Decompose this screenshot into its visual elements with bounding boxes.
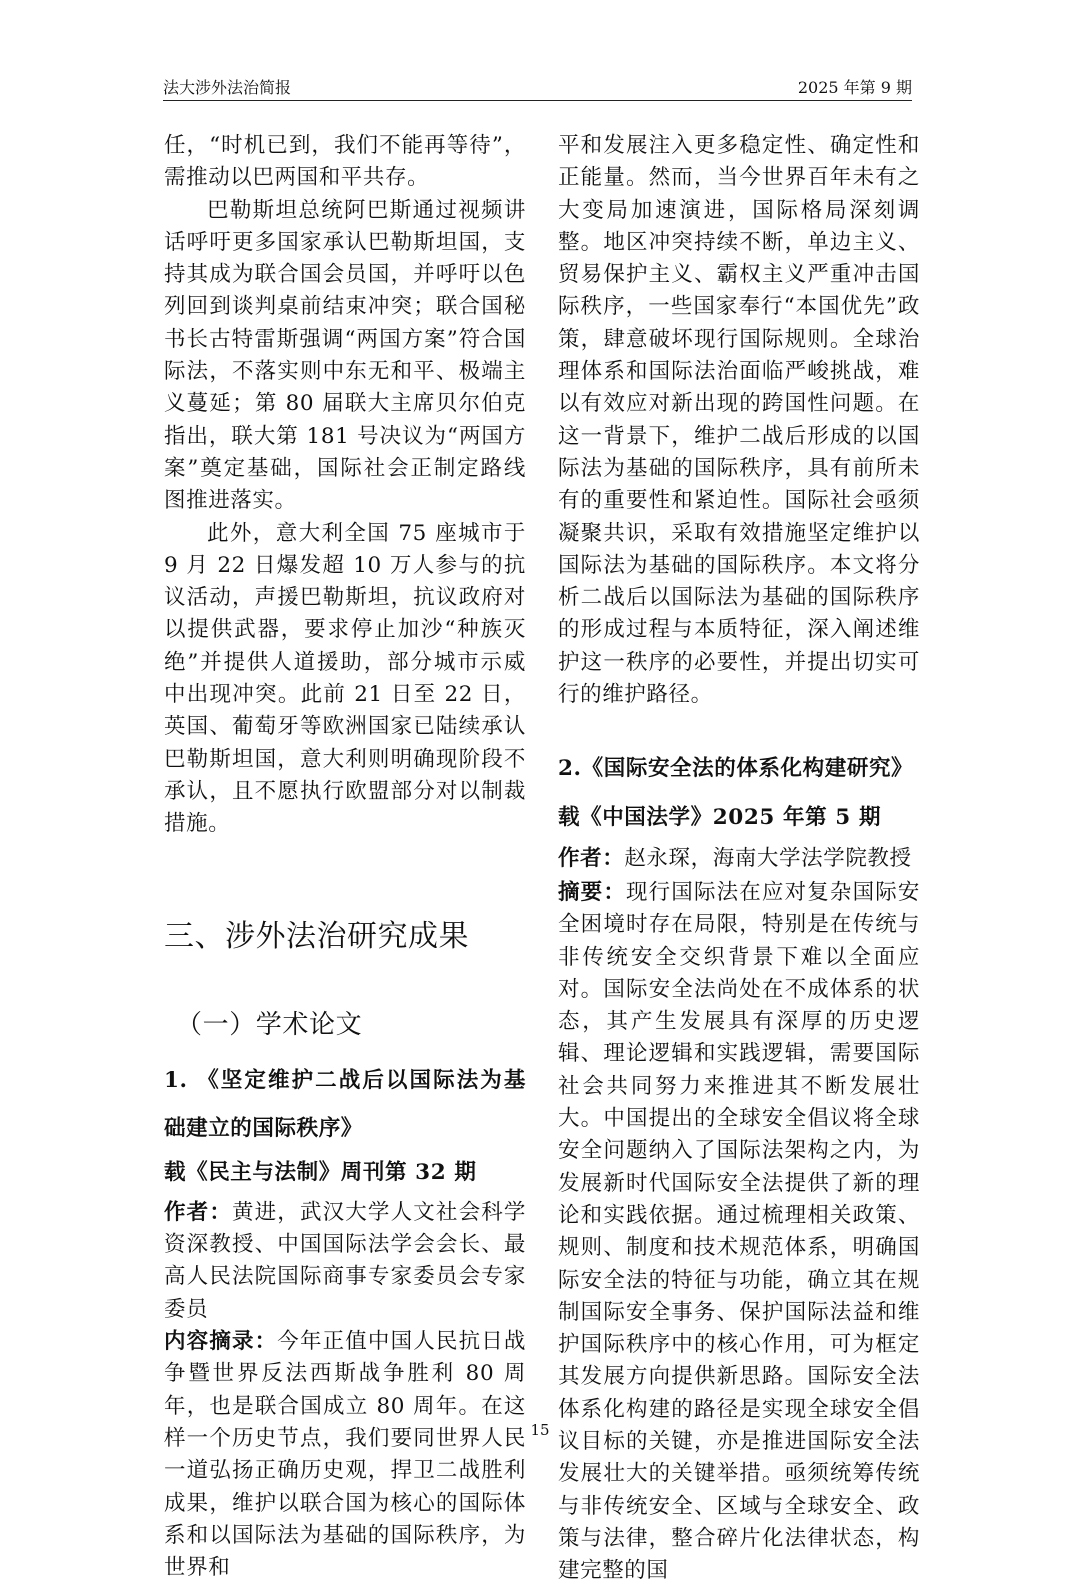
right-column (558, 130, 920, 1587)
author-text: 赵永琛，海南大学法学院教授 (624, 845, 912, 871)
abstract-text: 今年正值中国人民抗日战争暨世界反法西斯战争胜利 80 周年，也是联合国成立 80 周年。在这样一个历史节点，我们要同世界人民一道弘扬正确历史观，捍卫二战胜利成果，维护以联合国为核心的国际体系和以国际法为基础的国际秩序，为世界和 (164, 1329, 526, 1581)
article-source: 载《中国法学》2025 年第 5 期 (558, 805, 882, 831)
article-author (558, 843, 920, 875)
article-title: 2.《国际安全法的体系化构建研究》 (558, 756, 914, 782)
header-publication-title: 法大涉外法治简报 (163, 78, 292, 97)
paragraph: 任，“时机已到，我们不能再等待”，需推动以巴两国和平共存。 (164, 133, 526, 191)
left-column (164, 130, 526, 1584)
page-number: 15 (530, 1421, 550, 1439)
page-header (163, 78, 912, 101)
author-text: 黄进，武汉大学人文社会科学资深教授、中国国际法学会会长、最高人民法院国际商事专家委员会专家委员 (164, 1199, 526, 1322)
subsection-heading: （一）学术论文 (176, 1009, 363, 1040)
article-source: 载《民主与法制》周刊第 32 期 (164, 1159, 477, 1185)
abstract-label: 内容摘录： (164, 1329, 278, 1355)
paragraph: 此外，意大利全国 75 座城市于 9 月 22 日爆发超 10 万人参与的抗议活动，声援巴勒斯坦，抗议政府对以提供武器，要求停止加沙“种族灭绝”并提供人道援助，部分城市示威中出现冲突。此前 21 日至 22 日，英国、葡萄牙等欧洲国家已陆续承认巴勒斯坦国，意大利则明确现阶段不承认，且不愿执行欧盟部分对以制裁措施。 (164, 520, 526, 837)
abstract-label: 摘要： (558, 879, 626, 905)
author-label: 作者： (558, 845, 625, 871)
paragraph: 平和发展注入更多稳定性、确定性和正能量。然而，当今世界百年未有之大变局加速演进，国际格局深刻调整。地区冲突持续不断，单边主义、贸易保护主义、霸权主义严重冲击国际秩序，一些国家奉行“本国优先”政策，肆意破坏现行国际规则。全球治理体系和国际法治面临严峻挑战，难以有效应对新出现的跨国性问题。在这一背景下，维护二战后形成的以国际法为基础的国际秩序，具有前所未有的重要性和紧迫性。国际社会亟须凝聚共识，采取有效措施坚定维护以国际法为基础的国际秩序。本文将分析二战后以国际法为基础的国际秩序的形成过程与本质特征，深入阐述维护这一秩序的必要性，并提出切实可行的维护路径。 (558, 133, 920, 708)
article-author (164, 1197, 526, 1326)
abstract-text: 现行国际法在应对复杂国际安全困境时存在局限，特别是在传统与非传统安全交织背景下难以全面应对。国际安全法尚处在不成体系的状态，其产生发展具有深厚的历史逻辑、理论逻辑和实践逻辑，需要国际社会共同努力来推进其不断发展壮大。中国提出的全球安全倡议将全球安全问题纳入了国际法架构之内，为发展新时代国际安全法提供了新的理论和实践依据。通过梳理相关政策、规则、制度和技术规范体系，明确国际安全法的特征与功能，确立其在规制国际安全事务、保护国际法益和维护国际秩序中的核心作用，可为框定其发展方向提供新思路。国际安全法体系化构建的路径是实现全球安全倡议目标的关键，亦是推进国际安全法发展壮大的关键举措。亟须统筹传统与非传统安全、区域与全球安全、政策与法律，整合碎片化法律状态，构建完整的国 (558, 879, 920, 1584)
section-heading: 三、涉外法治研究成果 (164, 918, 469, 954)
author-label: 作者： (164, 1199, 232, 1225)
article-title: 1. 《坚定维护二战后以国际法为基础建立的国际秩序》 (164, 1067, 526, 1141)
article-abstract (164, 1326, 526, 1584)
article-abstract (558, 877, 920, 1587)
paragraph: 巴勒斯坦总统阿巴斯通过视频讲话呼吁更多国家承认巴勒斯坦国，支持其成为联合国会员国，并呼吁以色列回到谈判桌前结束冲突；联合国秘书长古特雷斯强调“两国方案”符合国际法，不落实则中东无和平、极端主义蔓延；第 80 届联大主席贝尔伯克指出，联大第 181 号决议为“两国方案”奠定基础，国际社会正制定路线图推进落实。 (164, 197, 526, 514)
header-issue-number: 2025 年第 9 期 (797, 78, 912, 97)
